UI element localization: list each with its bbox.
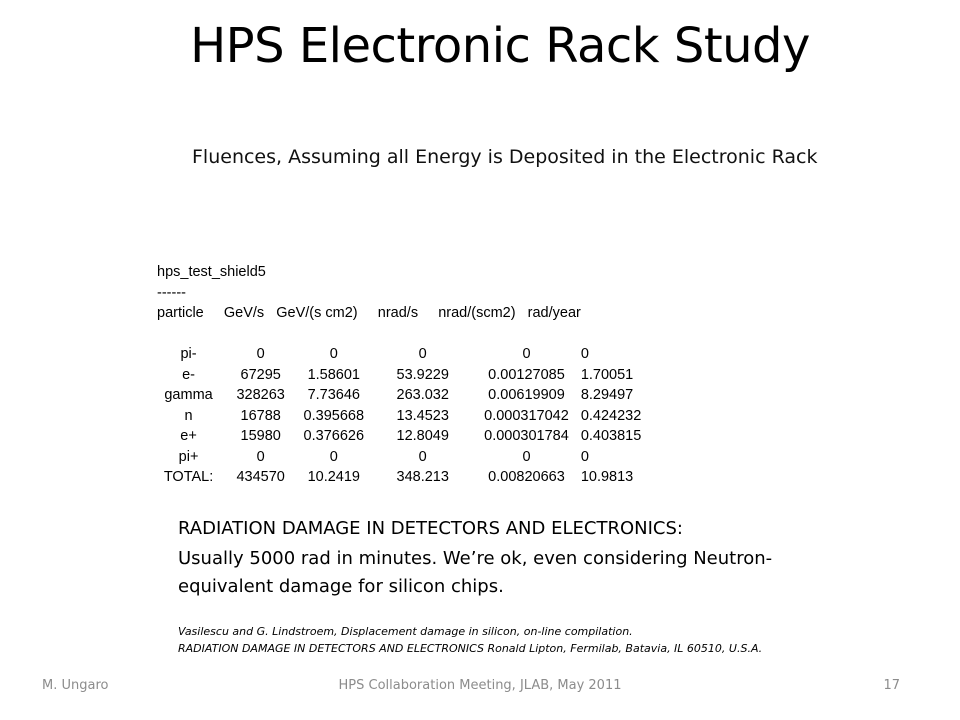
value-cell: 434570: [236, 469, 285, 485]
value-cell: 1.58601: [307, 366, 360, 383]
value-cell: 1.70051: [580, 366, 634, 383]
value-cell: 0: [580, 346, 589, 362]
table-body: [150, 344, 650, 488]
footer-page-number: 17: [883, 678, 900, 693]
particle-cell: n: [184, 407, 193, 424]
value-cell: 16788: [240, 407, 281, 424]
value-cell: 0: [329, 448, 338, 465]
particle-cell: e-: [182, 366, 195, 383]
table-row: [150, 406, 650, 427]
value-cell: 0: [329, 346, 338, 362]
value-cell: 0.000301784: [484, 428, 569, 444]
table-row: [150, 365, 650, 386]
particle-cell: pi-: [180, 346, 197, 362]
radiation-body: Usually 5000 rad in minutes. We’re ok, even considering Neutron-equivalent damage for silicon chips.: [178, 548, 773, 597]
value-cell: 0: [256, 448, 265, 465]
value-cell: 328263: [236, 387, 285, 403]
value-cell: 15980: [240, 428, 281, 444]
value-cell: 13.4523: [396, 407, 449, 424]
value-cell: 348.213: [396, 469, 449, 485]
value-cell: 0: [522, 448, 531, 465]
value-cell: 263.032: [396, 387, 449, 403]
table-row: [150, 447, 650, 468]
reference-2: RADIATION DAMAGE IN DETECTORS AND ELECTRONICS Ronald Lipton, Fermilab, Batavia, IL 60510, U.S.A.: [178, 642, 763, 655]
value-cell: 0.00619909: [488, 387, 565, 403]
value-cell: 0: [580, 448, 589, 465]
table-row: [150, 385, 650, 406]
footer-meeting: HPS Collaboration Meeting, JLAB, May 2011: [338, 678, 622, 693]
value-cell: 10.9813: [580, 469, 634, 485]
value-cell: 67295: [240, 366, 281, 383]
table-row: [150, 426, 650, 447]
value-cell: 12.8049: [396, 428, 449, 444]
value-cell: 7.73646: [307, 387, 360, 403]
table-row: [150, 467, 650, 488]
reference-1: Vasilescu and G. Lindstroem, Displacement damage in silicon, on-line compilation.: [178, 625, 633, 638]
value-cell: 0.395668: [303, 407, 365, 424]
value-cell: 0.00820663: [488, 469, 565, 485]
value-cell: 0.424232: [580, 407, 642, 424]
value-cell: 0.000317042: [484, 407, 569, 424]
spacer: [150, 324, 650, 345]
value-cell: 0.00127085: [488, 366, 565, 383]
radiation-heading: RADIATION DAMAGE IN DETECTORS AND ELECTRONICS:: [178, 518, 683, 539]
particle-cell: e+: [180, 428, 197, 444]
table-row: [150, 344, 650, 365]
value-cell: 0: [418, 346, 427, 362]
footer-author: M. Ungaro: [42, 678, 109, 693]
value-cell: 0.376626: [303, 428, 365, 444]
particle-cell: gamma: [164, 387, 213, 403]
slide-subtitle: Fluences, Assuming all Energy is Deposited in the Electronic Rack: [192, 146, 818, 168]
value-cell: 0: [256, 346, 265, 362]
particle-cell: TOTAL:: [163, 469, 214, 485]
value-cell: 0.403815: [580, 428, 642, 444]
references: [178, 623, 762, 657]
value-cell: 0: [522, 346, 531, 362]
value-cell: 53.9229: [396, 366, 449, 383]
fluence-table: [150, 262, 650, 488]
separator: ------: [157, 284, 186, 301]
table-header: particle GeV/s GeV/(s cm2) nrad/s nrad/(scm2) rad/year: [157, 305, 581, 321]
value-cell: 10.2419: [307, 469, 360, 485]
slide-title: HPS Electronic Rack Study: [190, 18, 810, 74]
particle-cell: pi+: [178, 448, 199, 465]
value-cell: 8.29497: [580, 387, 634, 403]
run-name: hps_test_shield5: [157, 264, 266, 280]
value-cell: 0: [418, 448, 427, 465]
